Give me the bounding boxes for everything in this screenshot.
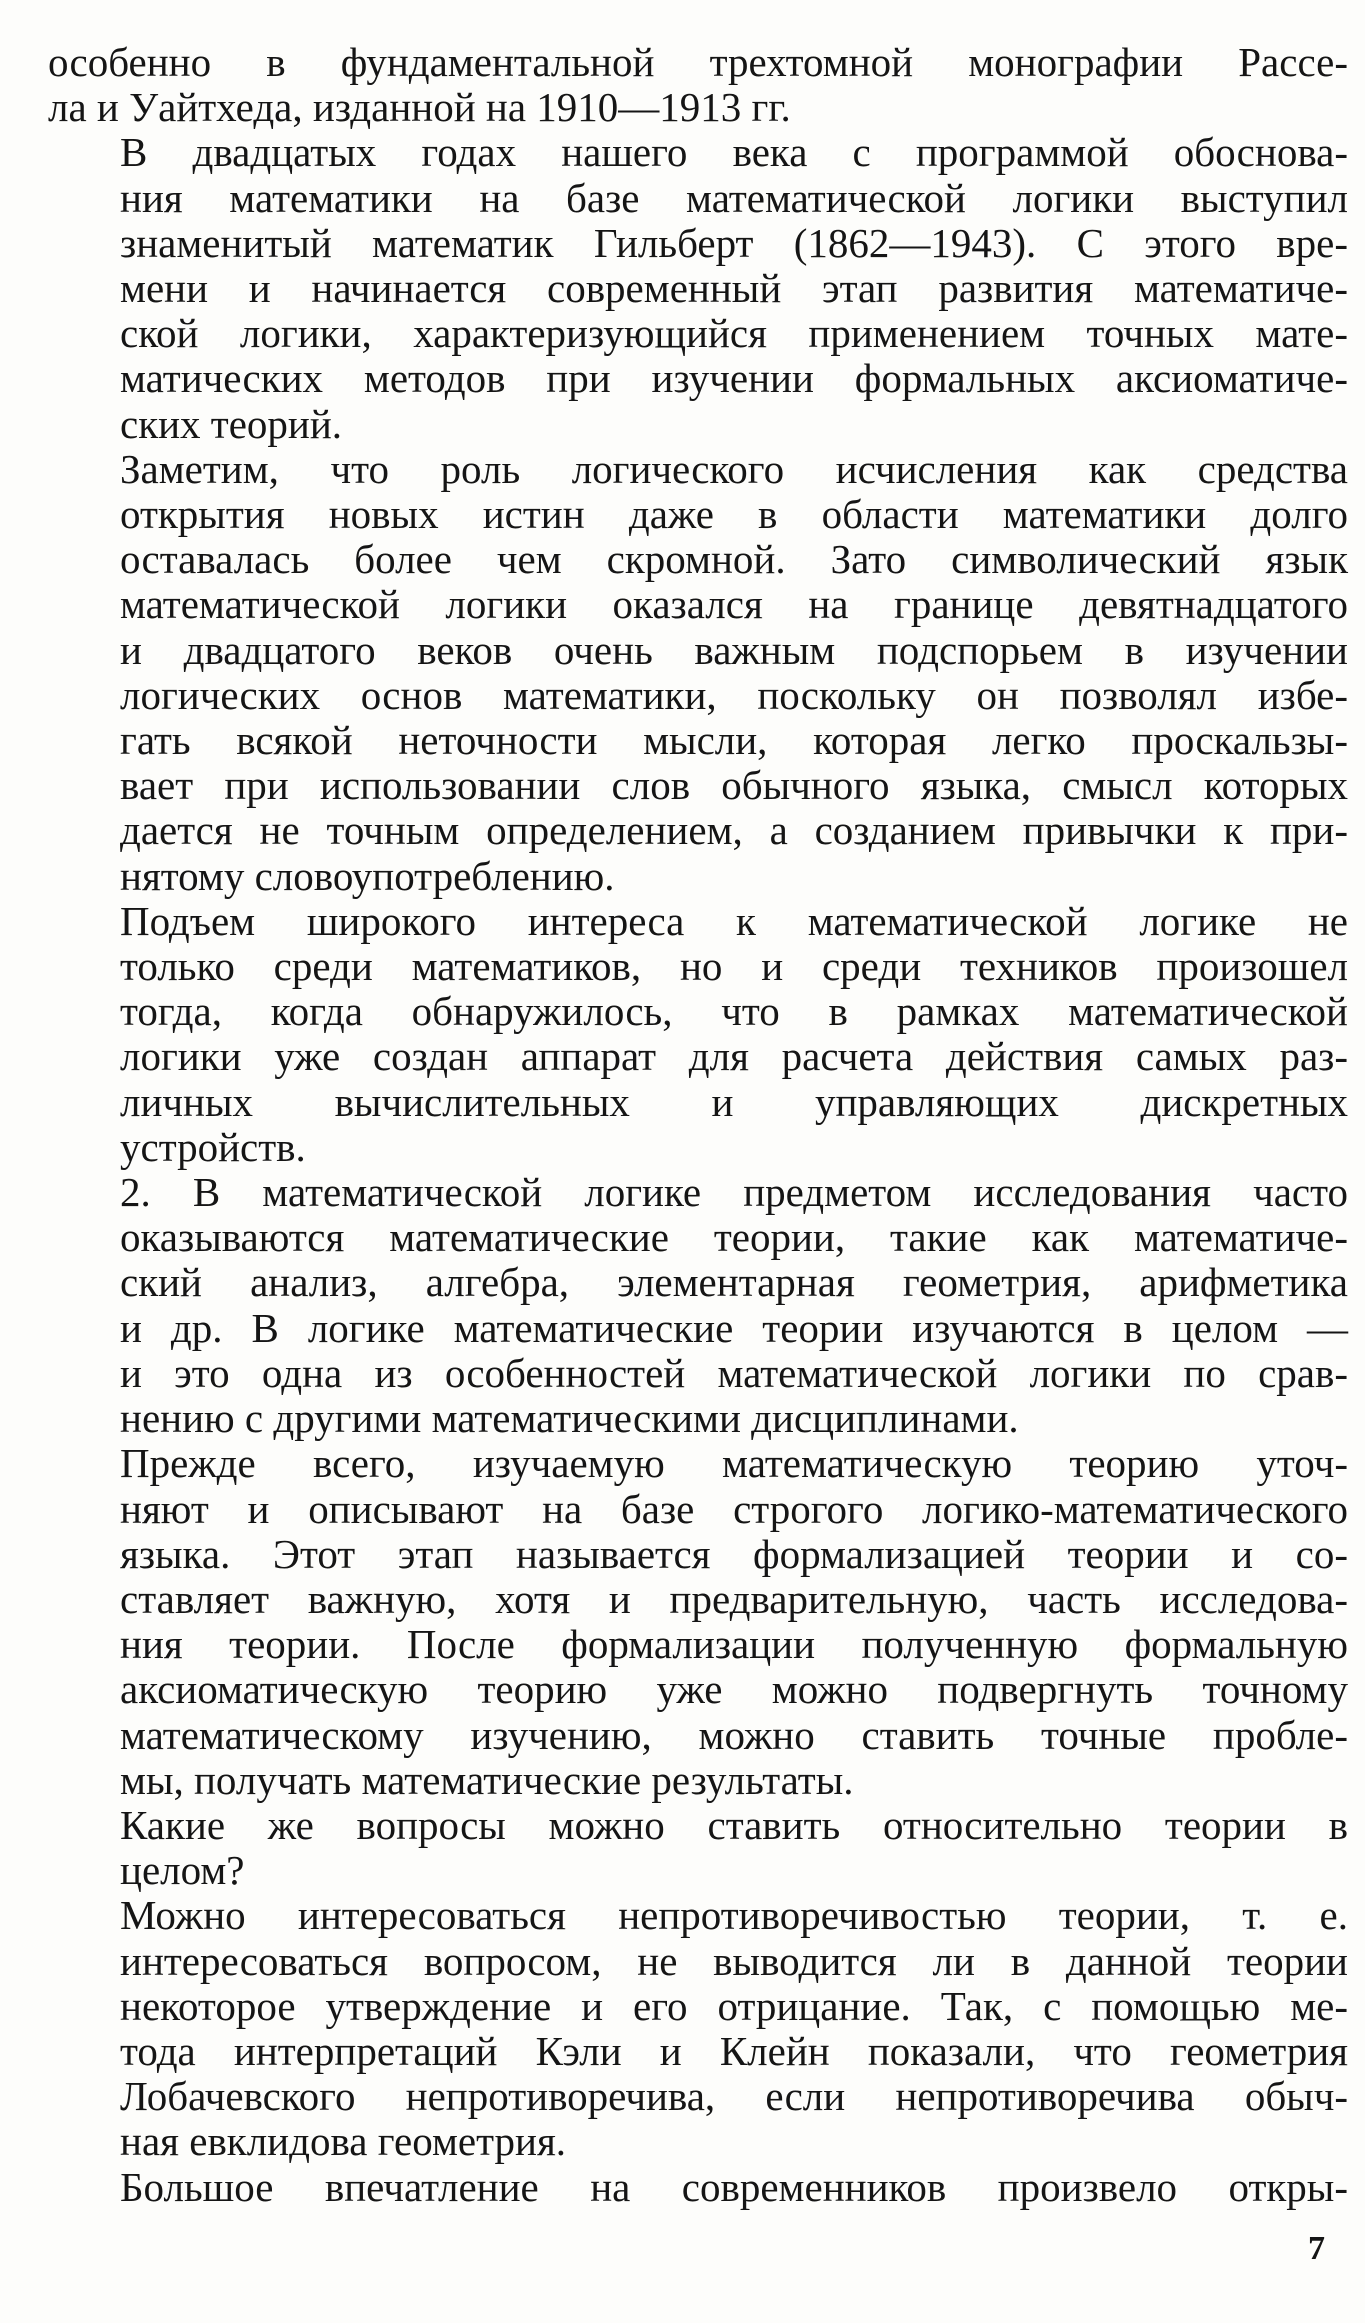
text-line: Заметим, что роль логического исчисления как средства bbox=[120, 445, 1348, 492]
text-line: Лобачевского непротиворечива, если непротиворечива обыч- bbox=[120, 2073, 1348, 2120]
paragraph bbox=[48, 40, 1348, 130]
text-line: нению с другими математическими дисциплинами. bbox=[120, 1395, 1019, 1442]
text-line: ских теорий. bbox=[120, 400, 343, 447]
text-line: дается не точным определением, а созданием привычки к при- bbox=[120, 807, 1348, 854]
text-line: особенно в фундаментальной трехтомной монографии Рассе- bbox=[48, 39, 1348, 85]
paragraph bbox=[48, 130, 1348, 446]
paragraph bbox=[48, 1441, 1348, 1803]
text-line: целом? bbox=[120, 1847, 245, 1894]
text-line: ставляет важную, хотя и предварительную, часть исследова- bbox=[120, 1575, 1348, 1622]
page-number: 7 bbox=[1308, 2230, 1325, 2267]
text-line: 2. В математической логике предметом исследования часто bbox=[120, 1169, 1348, 1216]
text-line: гать всякой неточности мысли, которая легко проскальзы- bbox=[120, 717, 1348, 764]
paragraph bbox=[48, 1803, 1348, 1893]
paragraph bbox=[48, 2165, 1348, 2210]
text-line: математическому изучению, можно ставить точные пробле- bbox=[120, 1711, 1348, 1758]
text-line: Подъем широкого интереса к математической логике не bbox=[120, 897, 1348, 944]
text-line: и это одна из особенностей математической логики по срав- bbox=[120, 1349, 1348, 1396]
text-line: логики уже создан аппарат для расчета действия самых раз- bbox=[120, 1033, 1348, 1080]
text-line: Большое впечатление на современников произвело откры- bbox=[120, 2163, 1348, 2210]
text-line: только среди математиков, но и среди техников произошел bbox=[120, 943, 1348, 990]
text-line: знаменитый математик Гильберт (1862—1943). С этого вре- bbox=[120, 219, 1348, 266]
text-line: ский анализ, алгебра, элементарная геометрия, арифметика bbox=[120, 1259, 1348, 1306]
text-line: некоторое утверждение и его отрицание. Так, с помощью ме- bbox=[120, 1982, 1348, 2029]
text-line: матических методов при изучении формальных аксиоматиче- bbox=[120, 355, 1348, 402]
text-line: вает при использовании слов обычного языка, смысл которых bbox=[120, 762, 1348, 809]
text-line: аксиоматическую теорию уже можно подвергнуть точному bbox=[120, 1666, 1348, 1713]
text-line: тода интерпретаций Кэли и Клейн показали, что геометрия bbox=[120, 2027, 1348, 2074]
paragraph bbox=[48, 899, 1348, 1170]
text-line: личных вычислительных и управляющих дискретных bbox=[120, 1078, 1348, 1125]
text-line: языка. Этот этап называется формализацией теории и со- bbox=[120, 1530, 1348, 1577]
text-line: логических основ математики, поскольку он позволял избе- bbox=[120, 671, 1348, 718]
text-line: няют и описывают на базе строгого логико-математического bbox=[120, 1485, 1348, 1532]
text-line: Прежде всего, изучаемую математическую теорию уточ- bbox=[120, 1440, 1348, 1487]
text-line: устройств. bbox=[120, 1123, 306, 1170]
paragraph bbox=[48, 1893, 1348, 2164]
text-line: В двадцатых годах нашего века с программой обоснова- bbox=[120, 129, 1348, 176]
body-text bbox=[48, 40, 1348, 2210]
text-line: Можно интересоваться непротиворечивостью теории, т. е. bbox=[120, 1892, 1348, 1939]
text-line: и др. В логике математические теории изучаются в целом — bbox=[120, 1304, 1348, 1351]
text-line: ная евклидова геометрия. bbox=[120, 2118, 567, 2165]
text-line: Какие же вопросы можно ставить относительно теории в bbox=[120, 1801, 1348, 1848]
text-line: нятому словоупотреблению. bbox=[120, 852, 615, 899]
paragraph bbox=[48, 1170, 1348, 1441]
text-line: ния теории. После формализации полученную формальную bbox=[120, 1621, 1348, 1668]
text-line: математической логики оказался на границе девятнадцатого bbox=[120, 581, 1348, 628]
text-line: и двадцатого веков очень важным подспорьем в изучении bbox=[120, 626, 1348, 673]
text-line: ния математики на базе математической логики выступил bbox=[120, 174, 1348, 221]
text-line: открытия новых истин даже в области математики долго bbox=[120, 491, 1348, 538]
text-line: ла и Уайтхеда, изданной на 1910—1913 гг. bbox=[48, 84, 791, 131]
text-line: оказываются математические теории, такие как математиче- bbox=[120, 1214, 1348, 1261]
text-line: оставалась более чем скромной. Зато символический язык bbox=[120, 536, 1348, 583]
paragraph bbox=[48, 447, 1348, 899]
text-line: мы, получать математические результаты. bbox=[120, 1756, 854, 1803]
text-line: тогда, когда обнаружилось, что в рамках математической bbox=[120, 988, 1348, 1035]
text-line: мени и начинается современный этап развития математиче- bbox=[120, 265, 1348, 312]
text-line: интересоваться вопросом, не выводится ли в данной теории bbox=[120, 1937, 1348, 1984]
text-line: ской логики, характеризующийся применением точных мате- bbox=[120, 310, 1348, 357]
